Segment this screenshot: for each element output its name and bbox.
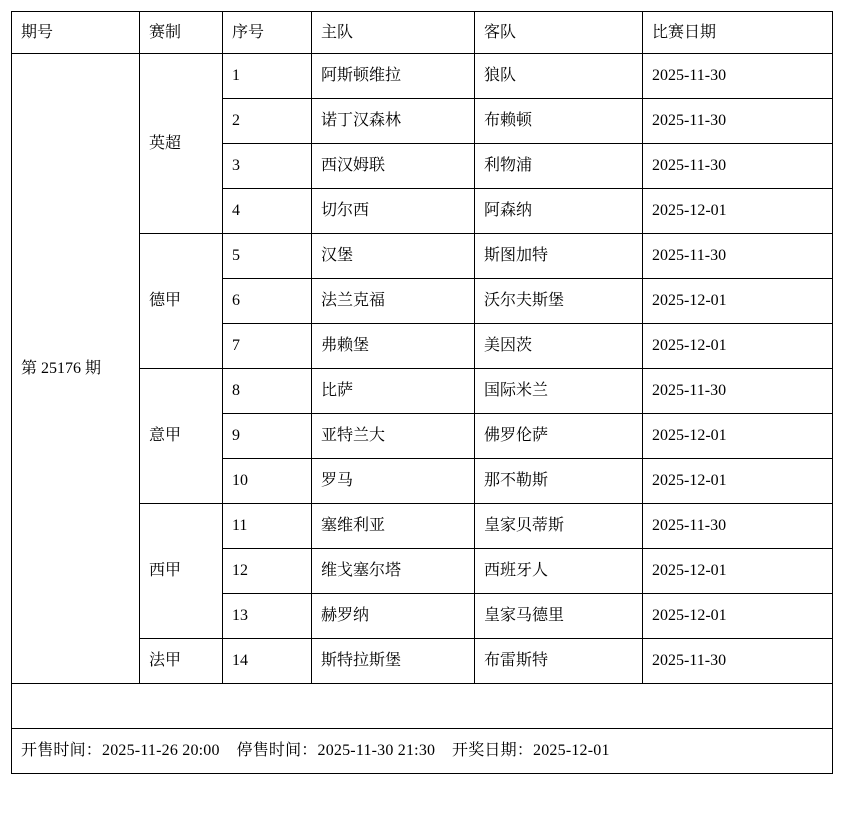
home-team: 罗马 <box>312 459 475 504</box>
header-league: 赛制 <box>140 12 223 54</box>
home-team: 斯特拉斯堡 <box>312 639 475 684</box>
match-no: 1 <box>223 54 312 99</box>
table-body <box>12 54 833 774</box>
league-name-premier-league: 英超 <box>140 54 223 234</box>
away-team: 美因茨 <box>475 324 643 369</box>
match-no: 3 <box>223 144 312 189</box>
match-no: 7 <box>223 324 312 369</box>
away-team: 皇家贝蒂斯 <box>475 504 643 549</box>
header-away: 客队 <box>475 12 643 54</box>
away-team: 阿森纳 <box>475 189 643 234</box>
match-no: 14 <box>223 639 312 684</box>
match-date: 2025-12-01 <box>643 189 833 234</box>
match-date: 2025-12-01 <box>643 324 833 369</box>
match-date: 2025-11-30 <box>643 504 833 549</box>
home-team: 诺丁汉森林 <box>312 99 475 144</box>
table-header-row <box>12 12 833 54</box>
match-no: 11 <box>223 504 312 549</box>
match-date: 2025-11-30 <box>643 369 833 414</box>
sale-time-info <box>12 729 833 774</box>
table-header <box>12 12 833 54</box>
away-team: 那不勒斯 <box>475 459 643 504</box>
match-no: 12 <box>223 549 312 594</box>
match-no: 10 <box>223 459 312 504</box>
away-team: 沃尔夫斯堡 <box>475 279 643 324</box>
match-schedule-table <box>11 11 833 774</box>
match-date: 2025-12-01 <box>643 459 833 504</box>
league-name-serie-a: 意甲 <box>140 369 223 504</box>
issue-number: 第 25176 期 <box>12 54 140 684</box>
match-no: 2 <box>223 99 312 144</box>
home-team: 比萨 <box>312 369 475 414</box>
table-row <box>12 54 833 99</box>
away-team: 利物浦 <box>475 144 643 189</box>
away-team: 布雷斯特 <box>475 639 643 684</box>
match-date: 2025-11-30 <box>643 99 833 144</box>
header-date: 比赛日期 <box>643 12 833 54</box>
league-name-la-liga: 西甲 <box>140 504 223 639</box>
home-team: 西汉姆联 <box>312 144 475 189</box>
league-name-bundesliga: 德甲 <box>140 234 223 369</box>
match-date: 2025-12-01 <box>643 549 833 594</box>
away-team: 布赖顿 <box>475 99 643 144</box>
match-date: 2025-11-30 <box>643 639 833 684</box>
home-team: 阿斯顿维拉 <box>312 54 475 99</box>
away-team: 皇家马德里 <box>475 594 643 639</box>
match-no: 4 <box>223 189 312 234</box>
home-team: 法兰克福 <box>312 279 475 324</box>
away-team: 国际米兰 <box>475 369 643 414</box>
home-team: 弗赖堡 <box>312 324 475 369</box>
table-footer-row <box>12 729 833 774</box>
match-date: 2025-11-30 <box>643 234 833 279</box>
home-team: 汉堡 <box>312 234 475 279</box>
match-date: 2025-12-01 <box>643 594 833 639</box>
away-team: 佛罗伦萨 <box>475 414 643 459</box>
match-no: 8 <box>223 369 312 414</box>
header-home: 主队 <box>312 12 475 54</box>
header-issue: 期号 <box>12 12 140 54</box>
match-no: 5 <box>223 234 312 279</box>
match-date: 2025-11-30 <box>643 144 833 189</box>
match-date: 2025-12-01 <box>643 279 833 324</box>
home-team: 切尔西 <box>312 189 475 234</box>
away-team: 斯图加特 <box>475 234 643 279</box>
match-date: 2025-11-30 <box>643 54 833 99</box>
away-team: 狼队 <box>475 54 643 99</box>
league-name-ligue-1: 法甲 <box>140 639 223 684</box>
home-team: 塞维利亚 <box>312 504 475 549</box>
match-no: 13 <box>223 594 312 639</box>
spacer-cell <box>12 684 833 729</box>
document-page <box>0 11 843 840</box>
table-row-spacer <box>12 684 833 729</box>
match-date: 2025-12-01 <box>643 414 833 459</box>
home-team: 维戈塞尔塔 <box>312 549 475 594</box>
away-team: 西班牙人 <box>475 549 643 594</box>
header-no: 序号 <box>223 12 312 54</box>
home-team: 亚特兰大 <box>312 414 475 459</box>
sale-time-text: 开售时间：2025-11-26 20:00 停售时间：2025-11-30 21:30 开奖日期：2025-12-01 <box>21 742 610 760</box>
home-team: 赫罗纳 <box>312 594 475 639</box>
match-no: 6 <box>223 279 312 324</box>
match-no: 9 <box>223 414 312 459</box>
